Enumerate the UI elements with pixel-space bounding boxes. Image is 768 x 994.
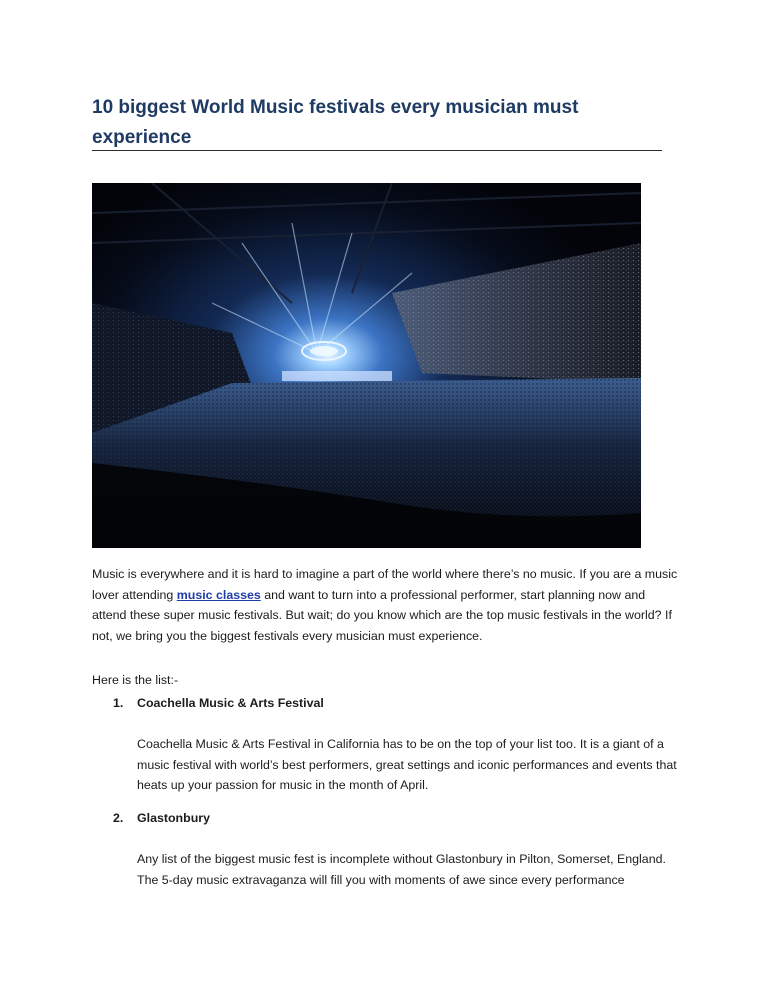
list-item-title-text: Glastonbury [137, 811, 210, 825]
list-item-title [113, 693, 324, 713]
list-item-description: Any list of the biggest music fest is incomplete without Glastonbury in Pilton, Somerset, England. The 5-day music extravaganza will fill you with moments of awe since every performance [137, 852, 666, 887]
list-item-number: 2. [113, 811, 124, 825]
intro-text-after-link: and want to turn into a professional performer, start planning now and attend these super music festivals. But wait; do you know which are the top music festivals in the world? If not, we bring you the biggest festivals every musician must experience. [92, 587, 672, 643]
concert-arena-photo-icon [92, 183, 641, 548]
title-underline [92, 150, 662, 151]
list-intro: Here is the list:- [92, 673, 179, 687]
page-title: 10 biggest World Music festivals every musician must experience [92, 97, 579, 148]
list-item-title-text: Coachella Music & Arts Festival [137, 696, 324, 710]
music-classes-link[interactable]: music classes [176, 587, 261, 602]
intro-paragraph [92, 564, 682, 646]
intro-text-before-link: Music is everywhere and it is hard to imagine a part of the world where there’s no music. If you are a music lover attending [92, 567, 678, 602]
list-item-description: Coachella Music & Arts Festival in California has to be on the top of your list too. It is a giant of a music festival with world’s best performers, great settings and iconic performances and events that heats up your passion for music in the month of April. [137, 737, 677, 792]
list-item-title [113, 808, 210, 828]
list-item-number: 1. [113, 696, 124, 710]
concert-arena-photo [92, 183, 641, 548]
